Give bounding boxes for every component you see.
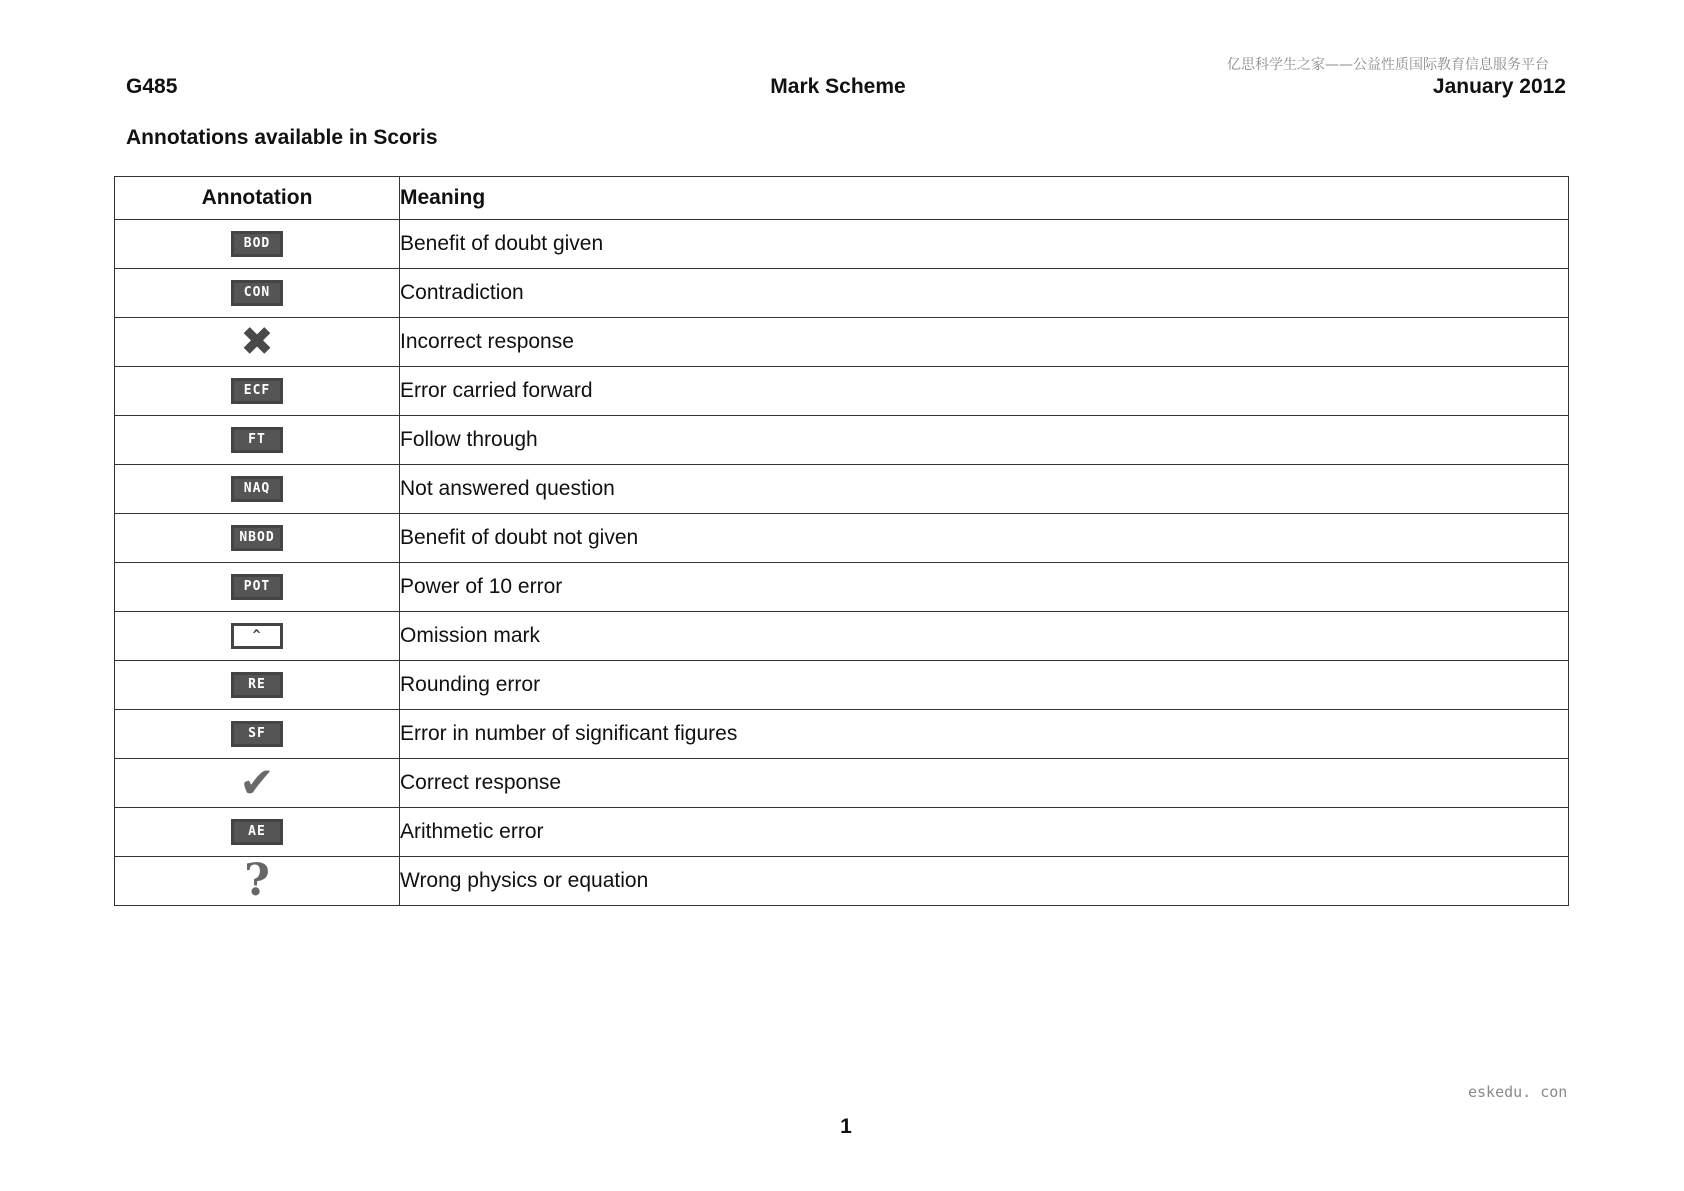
table-row (115, 416, 1569, 465)
annotation-cell (115, 808, 400, 857)
table-row (115, 563, 1569, 612)
table-row (115, 220, 1569, 269)
watermark-top: 亿思科学生之家——公益性质国际教育信息服务平台 (1227, 57, 1549, 73)
table-row (115, 465, 1569, 514)
annotation-cell (115, 563, 400, 612)
annotation-cell (115, 269, 400, 318)
table-row (115, 269, 1569, 318)
naq-badge-icon: NAQ (231, 476, 283, 502)
re-badge-icon: RE (231, 672, 283, 698)
annotation-cell (115, 710, 400, 759)
annotation-cell (115, 857, 400, 906)
table-header-row (115, 177, 1569, 220)
header-document-title: Mark Scheme (770, 75, 906, 98)
meaning-cell: Arithmetic error (400, 808, 1569, 857)
annotation-cell (115, 759, 400, 808)
table-row (115, 661, 1569, 710)
annotation-cell (115, 612, 400, 661)
ft-badge-icon: FT (231, 427, 283, 453)
con-badge-icon: CON (231, 280, 283, 306)
table-row (115, 612, 1569, 661)
section-title: Annotations available in Scoris (126, 126, 438, 149)
header-date: January 2012 (1432, 75, 1566, 98)
bod-badge-icon: BOD (231, 231, 283, 257)
meaning-cell: Benefit of doubt given (400, 220, 1569, 269)
sf-badge-icon: SF (231, 721, 283, 747)
meaning-cell: Follow through (400, 416, 1569, 465)
question-icon: ? (244, 855, 270, 906)
annotation-cell (115, 318, 400, 367)
annotation-cell (115, 465, 400, 514)
annotation-cell (115, 514, 400, 563)
meaning-cell: Wrong physics or equation (400, 857, 1569, 906)
meaning-cell: Power of 10 error (400, 563, 1569, 612)
meaning-cell: Omission mark (400, 612, 1569, 661)
table-row (115, 710, 1569, 759)
nbod-badge-icon: NBOD (231, 525, 283, 551)
annotation-cell (115, 661, 400, 710)
meaning-cell: Rounding error (400, 661, 1569, 710)
meaning-cell: Error in number of significant figures (400, 710, 1569, 759)
annotation-cell (115, 220, 400, 269)
meaning-cell: Benefit of doubt not given (400, 514, 1569, 563)
table-row (115, 857, 1569, 906)
annotation-cell (115, 367, 400, 416)
column-header-annotation: Annotation (115, 177, 400, 220)
table-row (115, 808, 1569, 857)
meaning-cell: Error carried forward (400, 367, 1569, 416)
meaning-cell: Not answered question (400, 465, 1569, 514)
column-header-meaning: Meaning (400, 177, 1569, 220)
meaning-cell: Incorrect response (400, 318, 1569, 367)
page-number: 1 (840, 1115, 852, 1138)
annotation-cell (115, 416, 400, 465)
ecf-badge-icon: ECF (231, 378, 283, 404)
watermark-bottom: eskedu. con (1468, 1083, 1568, 1101)
meaning-cell: Correct response (400, 759, 1569, 808)
caret-badge-icon: ^ (231, 623, 283, 649)
table-row (115, 514, 1569, 563)
annotations-table (114, 176, 1569, 906)
ae-badge-icon: AE (231, 819, 283, 845)
meaning-cell: Contradiction (400, 269, 1569, 318)
header-paper-code: G485 (126, 75, 178, 98)
check-icon: ✔ (239, 759, 275, 806)
cross-icon: ✖ (240, 320, 274, 364)
table-row (115, 759, 1569, 808)
table-row (115, 318, 1569, 367)
table-row (115, 367, 1569, 416)
pot-badge-icon: POT (231, 574, 283, 600)
